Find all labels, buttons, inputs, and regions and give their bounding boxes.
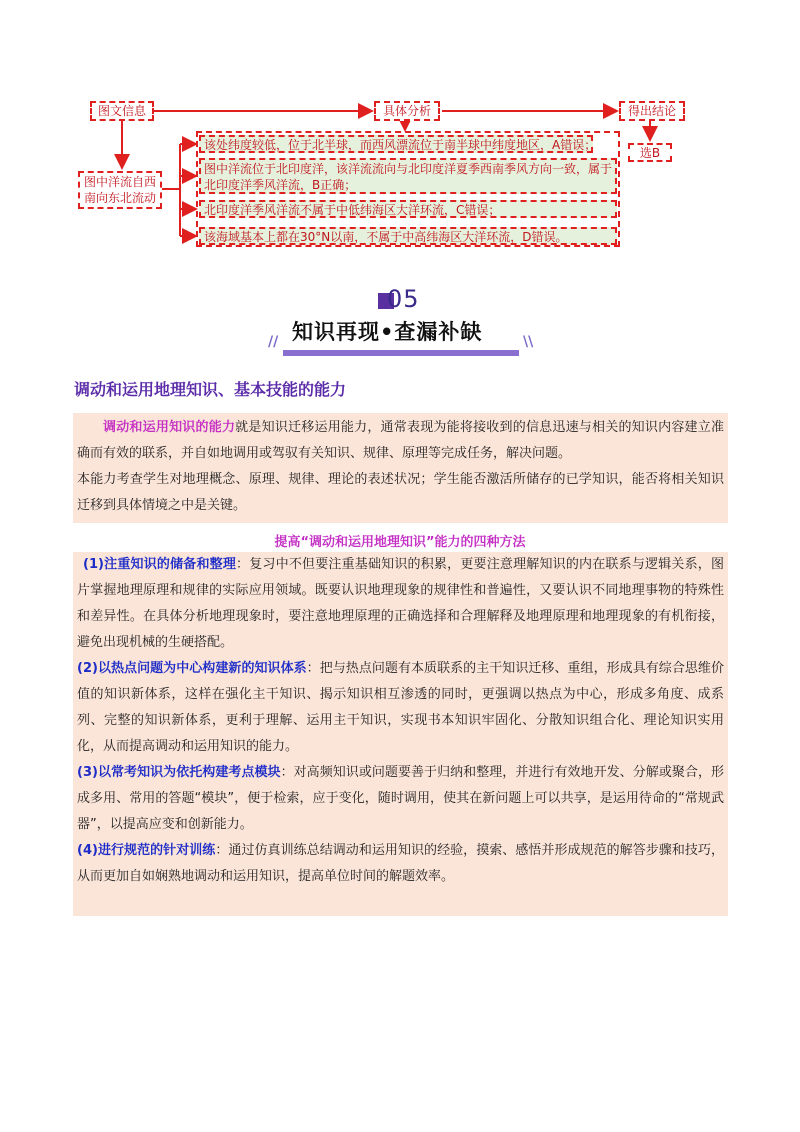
right-slash-decoration: \\ (523, 334, 534, 350)
left-box-label: 图中洋流自西南向东北流动 (84, 175, 157, 205)
analysis-item-text: 该处纬度较低，位于北半球，而西风漂流位于南半球中纬度地区，A错误； (204, 138, 597, 152)
section-title: 调动和运用地理知识、基本技能的能力 (74, 380, 347, 399)
section-number: 05 (387, 285, 420, 313)
analysis-item (199, 135, 597, 153)
method-item (73, 656, 728, 760)
intro-paragraph (73, 415, 728, 467)
conclusion-box (619, 101, 685, 121)
analysis-item (199, 200, 617, 218)
methods-panel (73, 552, 728, 916)
method-text: ：对高频知识或问题要善于归纳和整理，并进行有效地开发、分解或聚合，形成多用、常用的答题“模块”，便于检索，应于变化，随时调用，使其在新问题上可以共享，是运用待命的“常规武器”，以提高应变和创新能力。 (77, 765, 724, 832)
info-box-label: 图文信息 (97, 104, 146, 118)
method-text: ：通过仿真训练总结调动和运用知识的经验，摸索、感悟并形成规范的解答步骤和技巧，从而更加自如娴熟地调动和运用知识，提高单位时间的解题效率。 (77, 843, 724, 884)
analysis-item-text: 图中洋流位于北印度洋，该洋流流向与北印度洋夏季西南季风方向一致，属于北印度洋季风洋流，B正确； (204, 162, 613, 192)
intro-paragraph-2: 本能力考查学生对地理概念、原理、规律、理论的表述状况；学生能否激活所储存的已学知识，能否将相关知识迁移到具体情境之中是关键。 (77, 472, 724, 513)
analysis-item-text: 该海域基本上都在30°N以南，不属于中高纬海区大洋环流，D错误。 (204, 230, 568, 244)
info-box (90, 101, 154, 121)
method-text: ：把与热点问题有本质联系的主干知识迁移、重组，形成具有综合思维价值的知识新体系，这样在强化主干知识、揭示知识相互渗透的同时，更强调以热点为中心，形成多角度、成系列、完整的知识新体系，更利于理解、运用主干知识，实现书本知识牢固化、分散知识组合化、理论知识实用化，从而提高调动和运用知识的能力。 (77, 661, 724, 754)
analysis-item (199, 158, 617, 194)
intro-panel (73, 413, 728, 523)
method-item (73, 838, 728, 890)
analysis-box-label: 具体分析 (382, 104, 431, 118)
methods-title: 提高“调动和运用地理知识”能力的四种方法 (274, 535, 526, 550)
intro-text: 就是知识迁移运用能力，通常表现为能将接收到的信息迅速与相关的知识内容建立准确而有效的联系，并自如地调用或驾驭有关知识、规律、原理等完成任务，解决问题。 (77, 420, 724, 461)
method-item (73, 552, 728, 656)
method-label: (1)注重知识的储备和整理 (83, 557, 237, 572)
answer-box-label: 选B (639, 145, 661, 160)
left-slash-decoration: // (268, 334, 279, 350)
intro-lead: 调动和运用知识的能力 (103, 420, 236, 435)
method-label: (4)进行规范的针对训练 (77, 843, 216, 858)
analysis-item (199, 227, 617, 245)
analysis-item-text: 北印度洋季风洋流不属于中低纬海区大洋环流，C错误； (204, 203, 501, 217)
method-label: (2)以热点问题为中心构建新的知识体系 (77, 661, 307, 676)
answer-box (628, 143, 672, 162)
conclusion-box-label: 得出结论 (627, 104, 676, 118)
section-banner-title: 知识再现•查漏补缺 (292, 320, 483, 344)
analysis-box (374, 101, 440, 121)
method-text: ：复习中不但要注重基础知识的积累，更要注意理解知识的内在联系与逻辑关系，图片掌握地理原理和规律的实际应用领域。既要认识地理现象的规律性和普遍性，又要认识不同地理事物的特殊性和差异性。在具体分析地理现象时，要注意地理原理的正确选择和合理解释及地理原理和地理现象的有机衔接，避免出现机械的生硬搭配。 (77, 557, 724, 650)
method-item (73, 760, 728, 838)
left-box (78, 171, 162, 209)
method-label: (3)以常考知识为依托构建考点模块 (77, 765, 281, 780)
